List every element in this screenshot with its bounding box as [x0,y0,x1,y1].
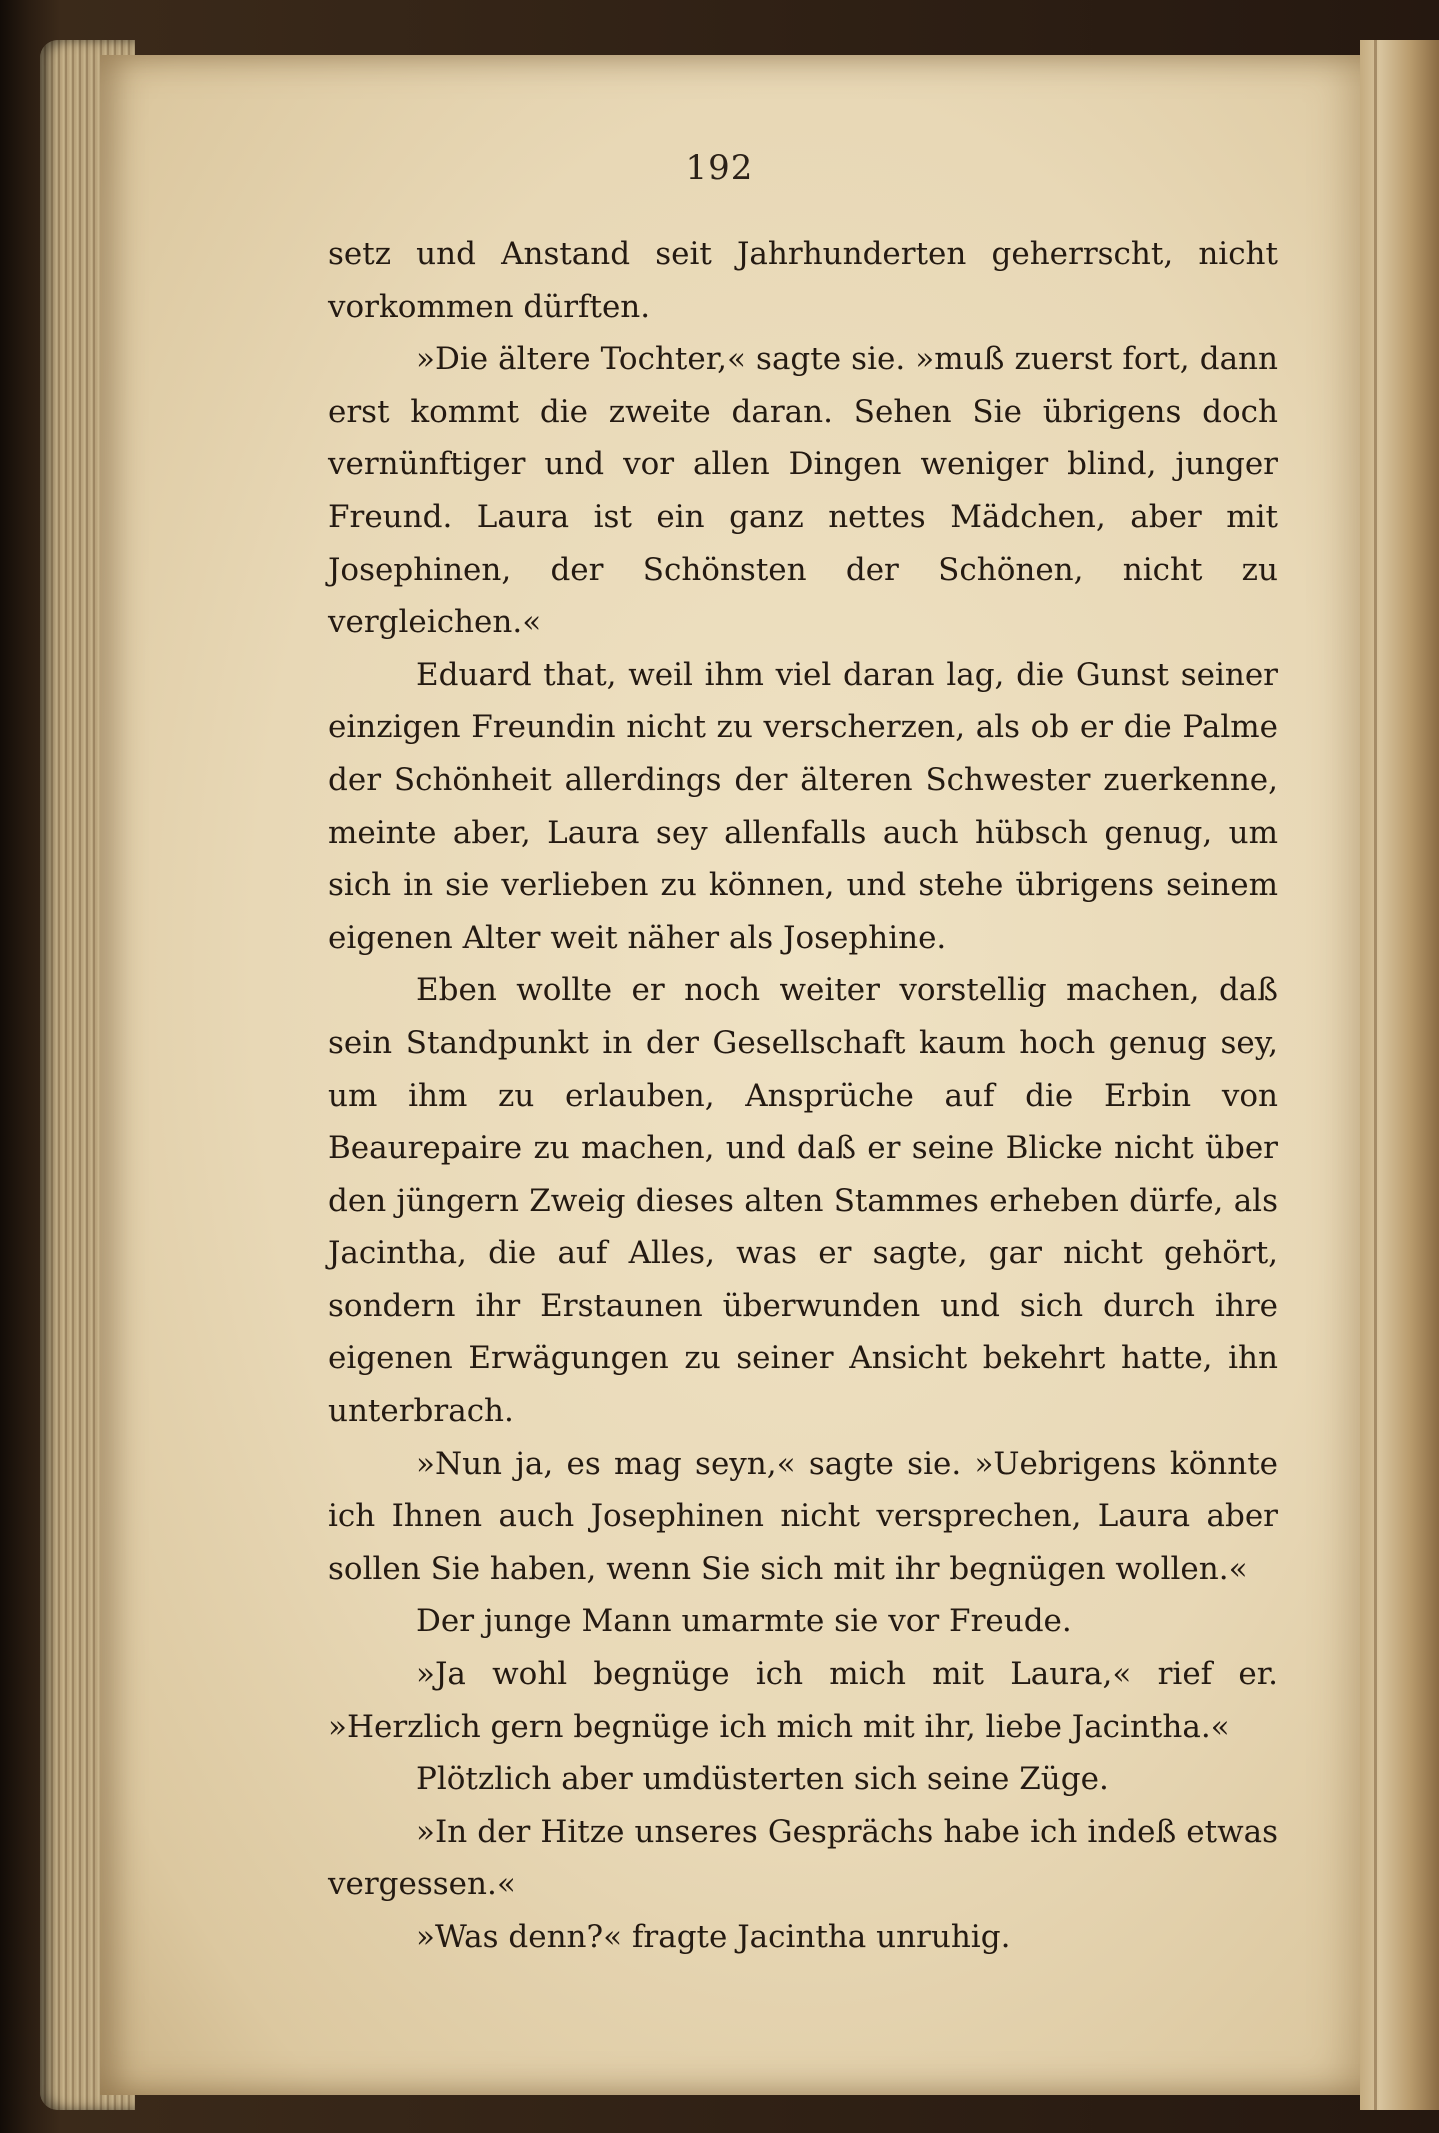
paragraph: Eduard that, weil ihm viel daran lag, die Gunst seiner einzigen Freundin nicht zu verscherzen, als ob er die Palme der Schönheit allerdings der älteren Schwester zuerkenne, meinte aber, Laura sey allenfalls auch hübsch genug, um sich in sie verlieben zu können, und stehe übrigens seinem eigenen Alter weit näher als Josephine. [328,656,1278,956]
page-gutter [1360,40,1439,2110]
body-text [328,228,1278,1964]
page-number: 192 [685,148,754,188]
gutter-crease [1374,40,1377,2110]
paragraph: »Die ältere Tochter,« sagte sie. »muß zuerst fort, dann erst kommt die zweite daran. Sehen Sie übrigens doch vernünftiger und vor allen Dingen weniger blind, junger Freund. Laura ist ein ganz nettes Mädchen, aber mit Josephinen, der Schönsten der Schönen, nicht zu vergleichen.« [328,341,1278,641]
paragraph: Plötzlich aber umdüsterten sich seine Züge. [416,1761,1109,1798]
paragraph: setz und Anstand seit Jahrhunderten geherrscht, nicht vorkommen dürften. [328,236,1278,325]
paragraph: Eben wollte er noch weiter vorstellig machen, daß sein Standpunkt in der Gesellschaft kaum hoch genug sey, um ihm zu erlauben, Ansprüche auf die Erbin von Beaurepaire zu machen, und daß er seine Blicke nicht über den jüngern Zweig dieses alten Stammes erheben dürfe, als Jacintha, die auf Alles, was er sagte, gar nicht gehört, sondern ihr Erstaunen überwunden und sich durch ihre eigenen Erwägungen zu seiner Ansicht bekehrt hatte, ihn unterbrach. [328,972,1278,1430]
paragraph: »In der Hitze unseres Gesprächs habe ich indeß etwas vergessen.« [328,1813,1278,1903]
paragraph: Der junge Mann umarmte sie vor Freude. [416,1603,1072,1640]
paragraph: »Was denn?« fragte Jacintha unruhig. [416,1919,1011,1955]
paragraph: »Ja wohl begnüge ich mich mit Laura,« rief er. »Herzlich gern begnüge ich mich mit ihr, liebe Jacintha.« [328,1656,1278,1745]
paragraph: »Nun ja, es mag seyn,« sagte sie. »Uebrigens könnte ich Ihnen auch Josephinen nicht versprechen, Laura aber sollen Sie haben, wenn Sie sich mit ihr begnügen wollen.« [328,1445,1278,1587]
